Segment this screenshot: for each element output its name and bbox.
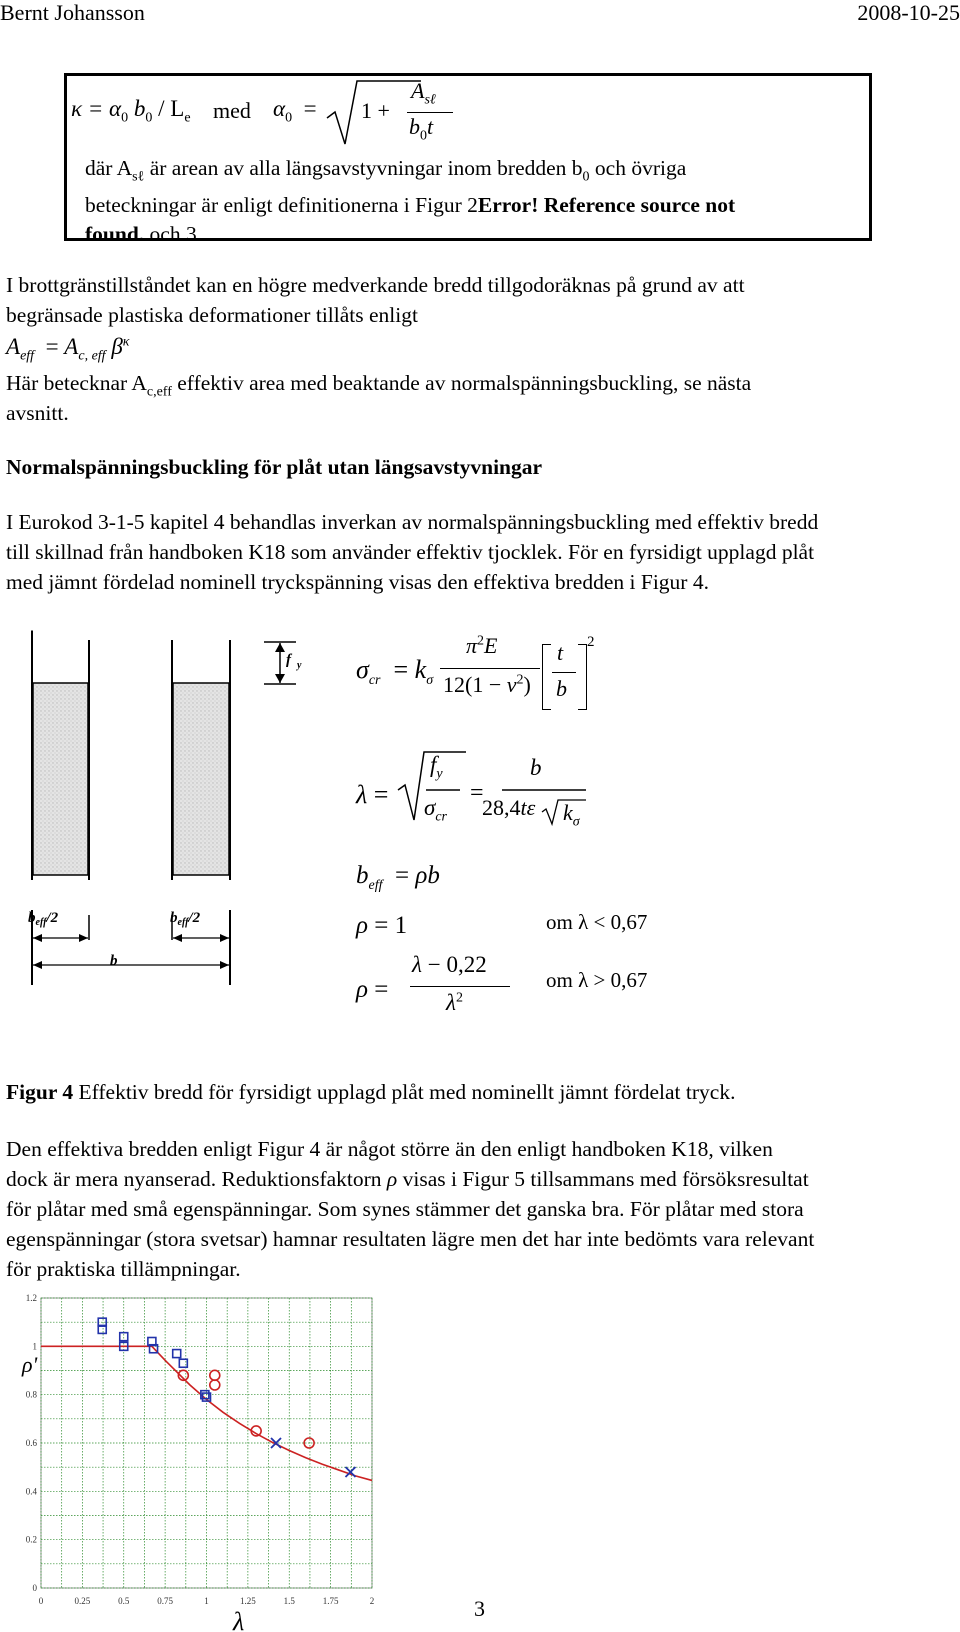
lambda-k: $k_\sigma$ bbox=[563, 800, 580, 830]
one-plus: 1 + bbox=[361, 98, 390, 123]
rho-bar bbox=[410, 986, 510, 987]
figure4-caption: Figur 4 Effektiv bredd för fyrsidigt upplagd plåt med nominellt jämnt fördelat tryck. bbox=[6, 1080, 736, 1104]
beff-formula: $b_{eff} = \rho b$ bbox=[356, 862, 440, 893]
beff2-right-label: $b_{eff}/2$ bbox=[170, 910, 201, 928]
lambda-equals: = bbox=[470, 780, 484, 806]
om-condition-2: om λ > 0,67 bbox=[546, 968, 648, 992]
sigma-cr-num: $\pi^2E$ bbox=[466, 633, 498, 658]
x-tick-label: 0 bbox=[38, 1596, 44, 1606]
box-paragraph: där $A_{s\ell}$ är arean av alla längsavstyvningar inom bredden $b_0$ och övriga beteckningar är enligt definitionerna i Figur 2Error! Reference source not found. och 3. bbox=[85, 156, 736, 247]
section-heading: Normalspänningsbuckling för plåt utan längsavstyvningar bbox=[6, 455, 543, 479]
y-tick-label: 0.2 bbox=[25, 1534, 37, 1545]
y-tick-label: 0.8 bbox=[25, 1389, 37, 1400]
rho-lambda-chart bbox=[0, 1290, 400, 1632]
sigma-den: $\sigma_{cr}$ bbox=[424, 795, 448, 825]
para1-line1: I brottgränstillståndet kan en högre medverkande bredd tillgodoräknas på grund av att bbox=[6, 273, 745, 297]
para1-line2: begränsade plastiska deformationer tillåts enligt bbox=[6, 303, 418, 327]
para2-line2: till skillnad från handboken K18 som använder effektiv tjocklek. För en fyrsidigt upplagd plåt bbox=[6, 540, 815, 564]
sigma-cr-den: $12(1 - \nu^2)$ bbox=[443, 672, 531, 697]
t-over-b-den: b bbox=[556, 676, 567, 701]
header-date: 2008-10-25 bbox=[857, 0, 960, 25]
y-tick-label: 1.2 bbox=[25, 1293, 37, 1303]
x-tick-label: 1.5 bbox=[283, 1596, 295, 1606]
para3-line5: för praktiska tillämpningar. bbox=[6, 1257, 241, 1281]
med-word: med bbox=[213, 98, 251, 123]
plate-sketch bbox=[20, 630, 320, 1030]
lambda-formula: λ = bbox=[356, 780, 389, 809]
bracket-exp: 2 bbox=[587, 634, 595, 650]
x-tick-label: 1.25 bbox=[240, 1596, 256, 1606]
rho-den: $\lambda^2$ bbox=[446, 990, 463, 1015]
y-axis-label: ρ' bbox=[22, 1352, 38, 1377]
bracket-left bbox=[542, 644, 551, 710]
definition-box bbox=[64, 73, 872, 247]
fraction-den: $b_0t$ bbox=[409, 114, 434, 144]
y-tick-label: 1 bbox=[32, 1341, 37, 1352]
sigma-cr-bar bbox=[440, 668, 540, 669]
lambda-b: b bbox=[530, 755, 542, 780]
rho-one-formula: ρ = 1 bbox=[356, 912, 408, 939]
y-tick-label: 0 bbox=[32, 1583, 37, 1593]
t-over-b-bar bbox=[552, 672, 576, 673]
kappa-formula: $\kappa = \alpha_0$ $b_0 / L_e$ bbox=[71, 96, 191, 126]
x-tick-label: 0.75 bbox=[157, 1596, 173, 1606]
fraction-bar bbox=[407, 112, 453, 113]
y-tick-label: 0.4 bbox=[25, 1486, 37, 1497]
x-tick-label: 0.5 bbox=[118, 1596, 130, 1606]
rho-num: λ − 0,22 bbox=[412, 952, 487, 977]
y-tick-label: 0.6 bbox=[25, 1438, 37, 1448]
para1-line3: Här betecknar $A_{c,eff}$ effektiv area med beaktande av normalspänningsbuckling, se nästa bbox=[6, 371, 752, 400]
aeff-formula: $A_{eff} = A_{c, eff}$ $\beta^\kappa$ bbox=[6, 334, 130, 364]
x-axis-label: λ bbox=[233, 1607, 245, 1632]
para3-line2: dock är mera nyanserad. Reduktionsfaktorn ρ visas i Figur 5 tillsammans med försöksresultat bbox=[6, 1167, 809, 1191]
t-over-b: t bbox=[557, 640, 564, 665]
beff2-left-label: $b_{eff}/2$ bbox=[28, 910, 59, 928]
para1-line4: avsnitt. bbox=[6, 401, 69, 425]
fy-num: $f_y$ bbox=[430, 752, 443, 782]
lambda-den: 28,4tε bbox=[482, 795, 536, 820]
x-tick-label: 1 bbox=[204, 1596, 209, 1606]
bracket-right bbox=[578, 644, 587, 710]
alpha-formula: $\alpha_0$ = bbox=[273, 96, 317, 126]
x-tick-label: 0.25 bbox=[74, 1596, 91, 1606]
header-author: Bernt Johansson bbox=[0, 0, 145, 25]
para2-line3: med jämnt fördelad nominell tryckspänning visas den effektiva bredden i Figur 4. bbox=[6, 570, 709, 594]
page-number: 3 bbox=[474, 1596, 485, 1621]
para3-line1: Den effektiva bredden enligt Figur 4 är något större än den enligt handboken K18, vilken bbox=[6, 1137, 773, 1161]
fy-label: f bbox=[286, 652, 291, 668]
para3-line4: egenspänningar (stora svetsar) hamnar resultaten lägre men det har inte bedömts vara relevant bbox=[6, 1227, 815, 1251]
b-label: b bbox=[110, 953, 118, 969]
sigma-cr-formula: $\sigma_{cr} = k_\sigma$ bbox=[356, 655, 434, 689]
rho-formula: ρ = bbox=[356, 976, 389, 1003]
para3-line3: för plåtar med små egenspänningar. Som synes stämmer det ganska bra. För plåtar med stora bbox=[6, 1197, 804, 1221]
para2-line1: I Eurokod 3-1-5 kapitel 4 behandlas inverkan av normalspänningsbuckling med effektiv bredd bbox=[6, 510, 819, 534]
x-tick-label: 2 bbox=[369, 1596, 375, 1606]
fraction-num: $A_{s\ell}$ bbox=[411, 78, 436, 108]
om-condition-1: om λ < 0,67 bbox=[546, 910, 648, 934]
x-tick-label: 1.75 bbox=[322, 1596, 339, 1606]
svg-text:y: y bbox=[297, 660, 302, 671]
